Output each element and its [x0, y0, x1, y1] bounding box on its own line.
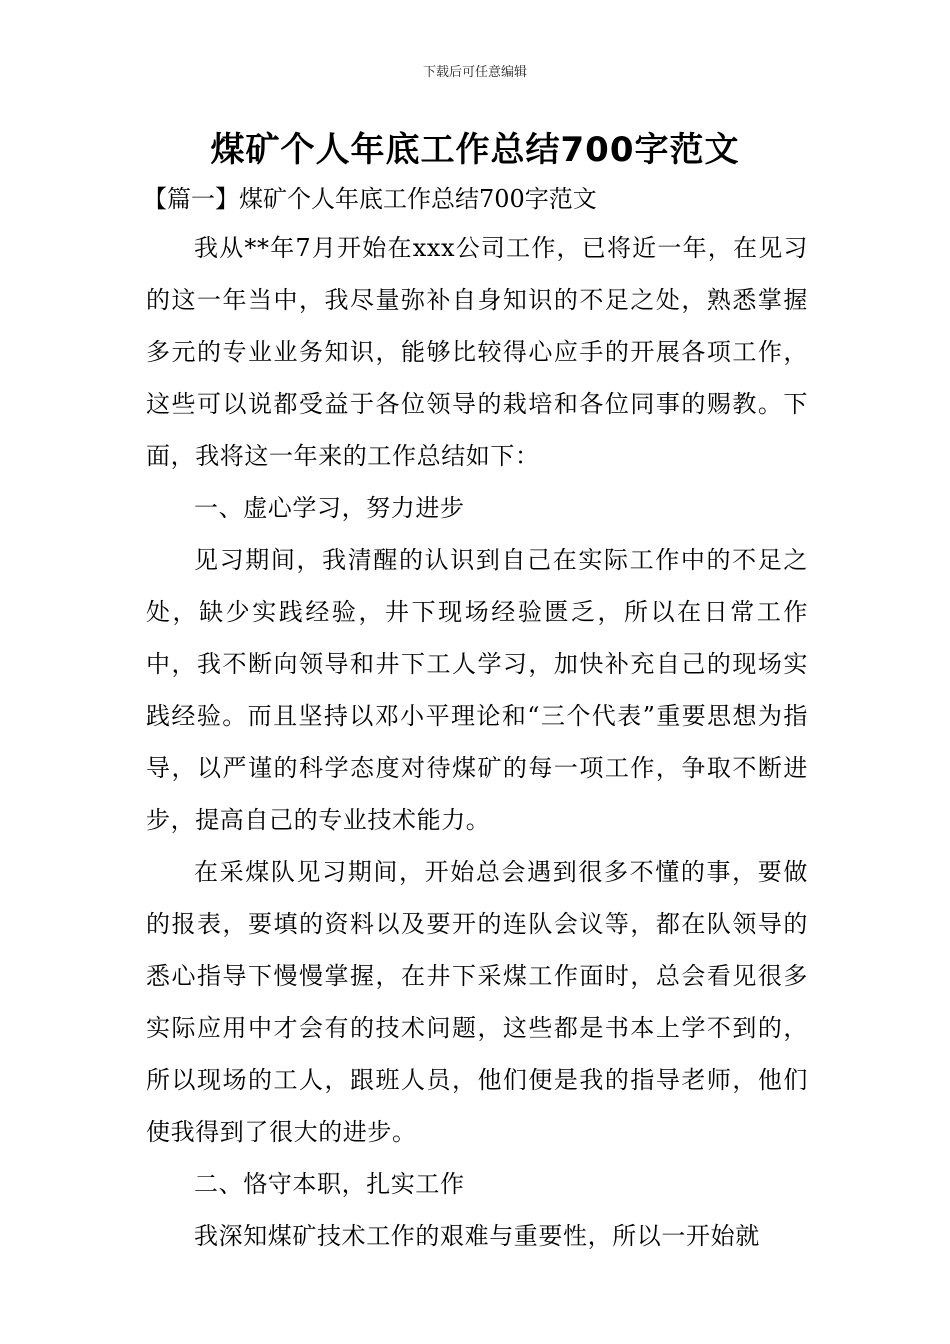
paragraph-intro: 我从**年7月开始在xxx公司工作，已将近一年，在见习的这一年当中，我尽量弥补自身知识的不足之处，熟悉掌握多元的专业业务知识，能够比较得心应手的开展各项工作，这些可以说都受益于各位领导的栽培和各位同事的赐教。下面，我将这一年来的工作总结如下：: [146, 234, 808, 470]
paragraph-learning: 见习期间，我清醒的认识到自己在实际工作中的不足之处，缺少实践经验，井下现场经验匮乏，所以在日常工作中，我不断向领导和井下工人学习，加快补充自己的现场实践经验。而且坚持以邓小平理论和“三个代表”重要思想为指导，以严谨的科学态度对待煤矿的每一项工作，争取不断进步，提高自己的专业技术能力。: [146, 546, 808, 834]
page-header-note: 下载后可任意编辑: [422, 65, 527, 80]
subheading-2: 二、恪守本职，扎实工作: [194, 1170, 465, 1198]
document-body: [146, 222, 808, 1262]
paragraph-internship: 在采煤队见习期间，开始总会遇到很多不懂的事，要做的报表，要填的资料以及要开的连队会议等，都在队领导的悉心指导下慢慢掌握，在井下采煤工作面时，总会看见很多实际应用中才会有的技术问题，这些都是书本上学不到的，所以现场的工人，跟班人员，他们便是我的指导老师，他们使我得到了很大的进步。: [146, 858, 808, 1146]
document-title: 煤矿个人年底工作总结700字范文: [210, 130, 740, 170]
paragraph-duty: 我深知煤矿技术工作的艰难与重要性，所以一开始就: [194, 1222, 760, 1250]
subheading-1: 一、虚心学习，努力进步: [194, 494, 465, 522]
section-heading: 【篇一】煤矿个人年底工作总结700字范文: [143, 185, 597, 213]
